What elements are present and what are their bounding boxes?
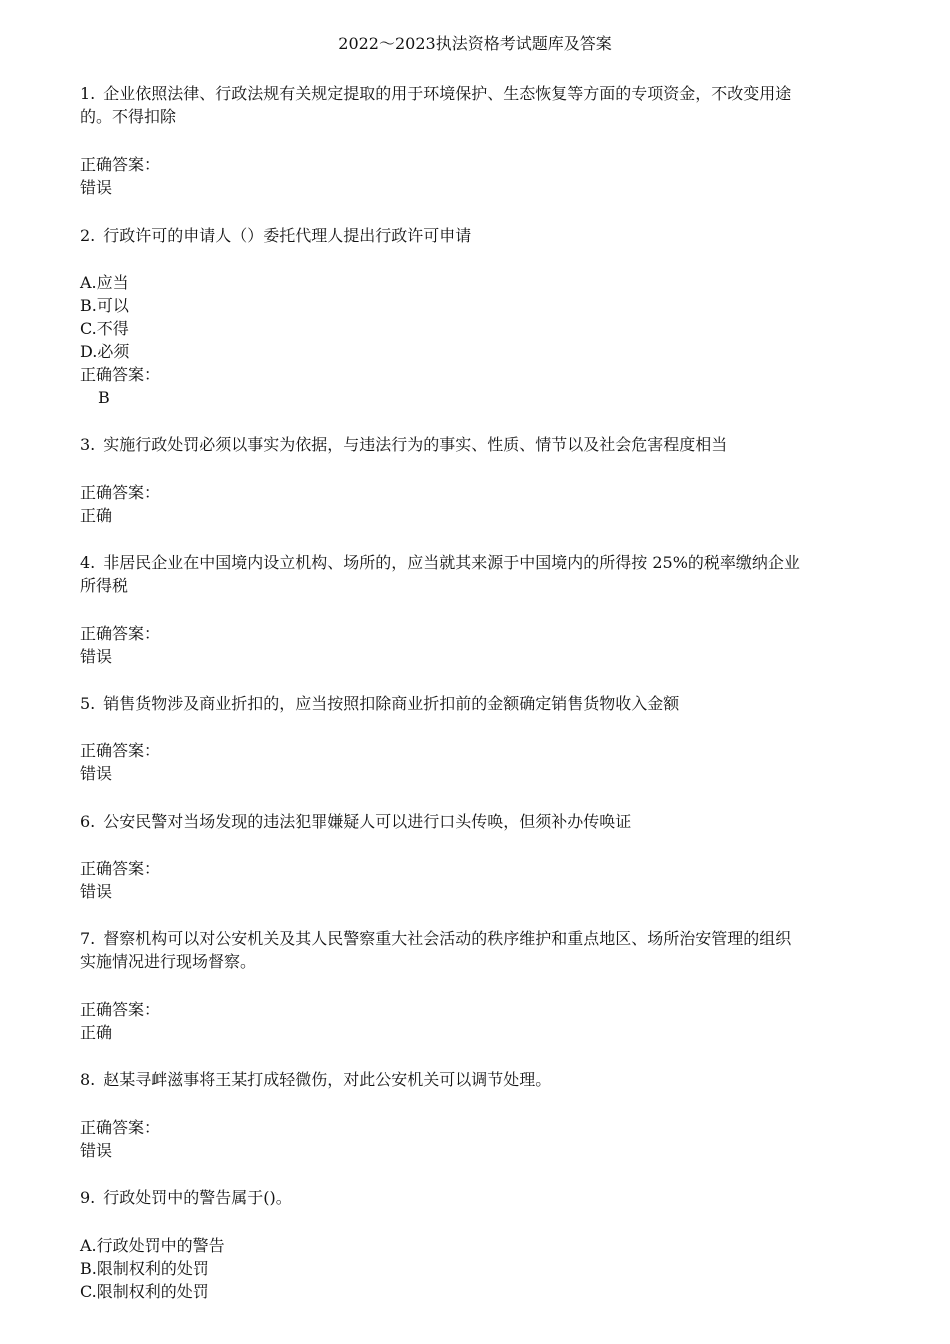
question-9-text: 9. 行政处罚中的警告属于()。 <box>80 1188 292 1207</box>
question-6-number: 6. <box>80 812 96 831</box>
question-5-answer: 错误 <box>80 764 113 783</box>
question-8-answer: 错误 <box>80 1141 113 1160</box>
question-4-answer-label: 正确答案： <box>80 624 161 643</box>
question-2-option-a: A.应当 <box>80 273 129 292</box>
question-6-answer: 错误 <box>80 882 113 901</box>
question-6-text: 6. 公安民警对当场发现的违法犯罪嫌疑人可以进行口头传唤，但须补办传唤证 <box>80 812 632 831</box>
question-8-text: 8. 赵某寻衅滋事将王某打成轻微伤，对此公安机关可以调节处理。 <box>80 1070 552 1089</box>
question-9-option-b: B.限制权利的处罚 <box>80 1259 209 1278</box>
question-2-text: 2. 行政许可的申请人（）委托代理人提出行政许可申请 <box>80 226 472 245</box>
document-title: 2022～2023执法资格考试题库及答案 <box>338 34 612 53</box>
question-7-text-line-1: 7. 督察机构可以对公安机关及其人民警察重大社会活动的秩序维护和重点地区、场所治安管理的组织 <box>80 929 792 948</box>
question-4-answer: 错误 <box>80 647 113 666</box>
question-3-number: 3. <box>80 435 96 454</box>
question-2-answer-label: 正确答案： <box>80 365 161 384</box>
question-7-answer-label: 正确答案： <box>80 1000 161 1019</box>
question-5-answer-label: 正确答案： <box>80 741 161 760</box>
question-5-number: 5. <box>80 694 96 713</box>
question-4-number: 4. <box>80 553 96 572</box>
question-3-text: 3. 实施行政处罚必须以事实为依据，与违法行为的事实、性质、情节以及社会危害程度相当 <box>80 435 728 454</box>
question-2-answer: B <box>98 388 110 407</box>
question-7-text-line-2: 实施情况进行现场督察。 <box>80 952 257 971</box>
question-8-answer-label: 正确答案： <box>80 1118 161 1137</box>
question-9-option-a: A.行政处罚中的警告 <box>80 1236 225 1255</box>
question-2-number: 2. <box>80 226 96 245</box>
question-3-answer: 正确 <box>80 506 113 525</box>
question-1-text-line-2: 的。不得扣除 <box>80 107 177 126</box>
question-1-text-line-1: 1. 企业依照法律、行政法规有关规定提取的用于环境保护、生态恢复等方面的专项资金，不改变用途 <box>80 84 792 103</box>
question-2-option-c: C.不得 <box>80 319 129 338</box>
question-4-text-line-1: 4. 非居民企业在中国境内设立机构、场所的，应当就其来源于中国境内的所得按 25%的税率缴纳企业 <box>80 553 800 572</box>
question-1-number: 1. <box>80 84 96 103</box>
question-5-text: 5. 销售货物涉及商业折扣的，应当按照扣除商业折扣前的金额确定销售货物收入金额 <box>80 694 680 713</box>
question-4-text-line-2: 所得税 <box>80 576 129 595</box>
question-1-answer: 错误 <box>80 178 113 197</box>
question-7-answer: 正确 <box>80 1023 113 1042</box>
question-9-option-c: C.限制权利的处罚 <box>80 1282 209 1301</box>
question-6-answer-label: 正确答案： <box>80 859 161 878</box>
question-2-option-d: D.必须 <box>80 342 130 361</box>
question-8-number: 8. <box>80 1070 96 1089</box>
question-1-answer-label: 正确答案： <box>80 155 161 174</box>
question-3-answer-label: 正确答案： <box>80 483 161 502</box>
question-2-option-b: B.可以 <box>80 296 129 315</box>
question-9-number: 9. <box>80 1188 96 1207</box>
question-7-number: 7. <box>80 929 96 948</box>
